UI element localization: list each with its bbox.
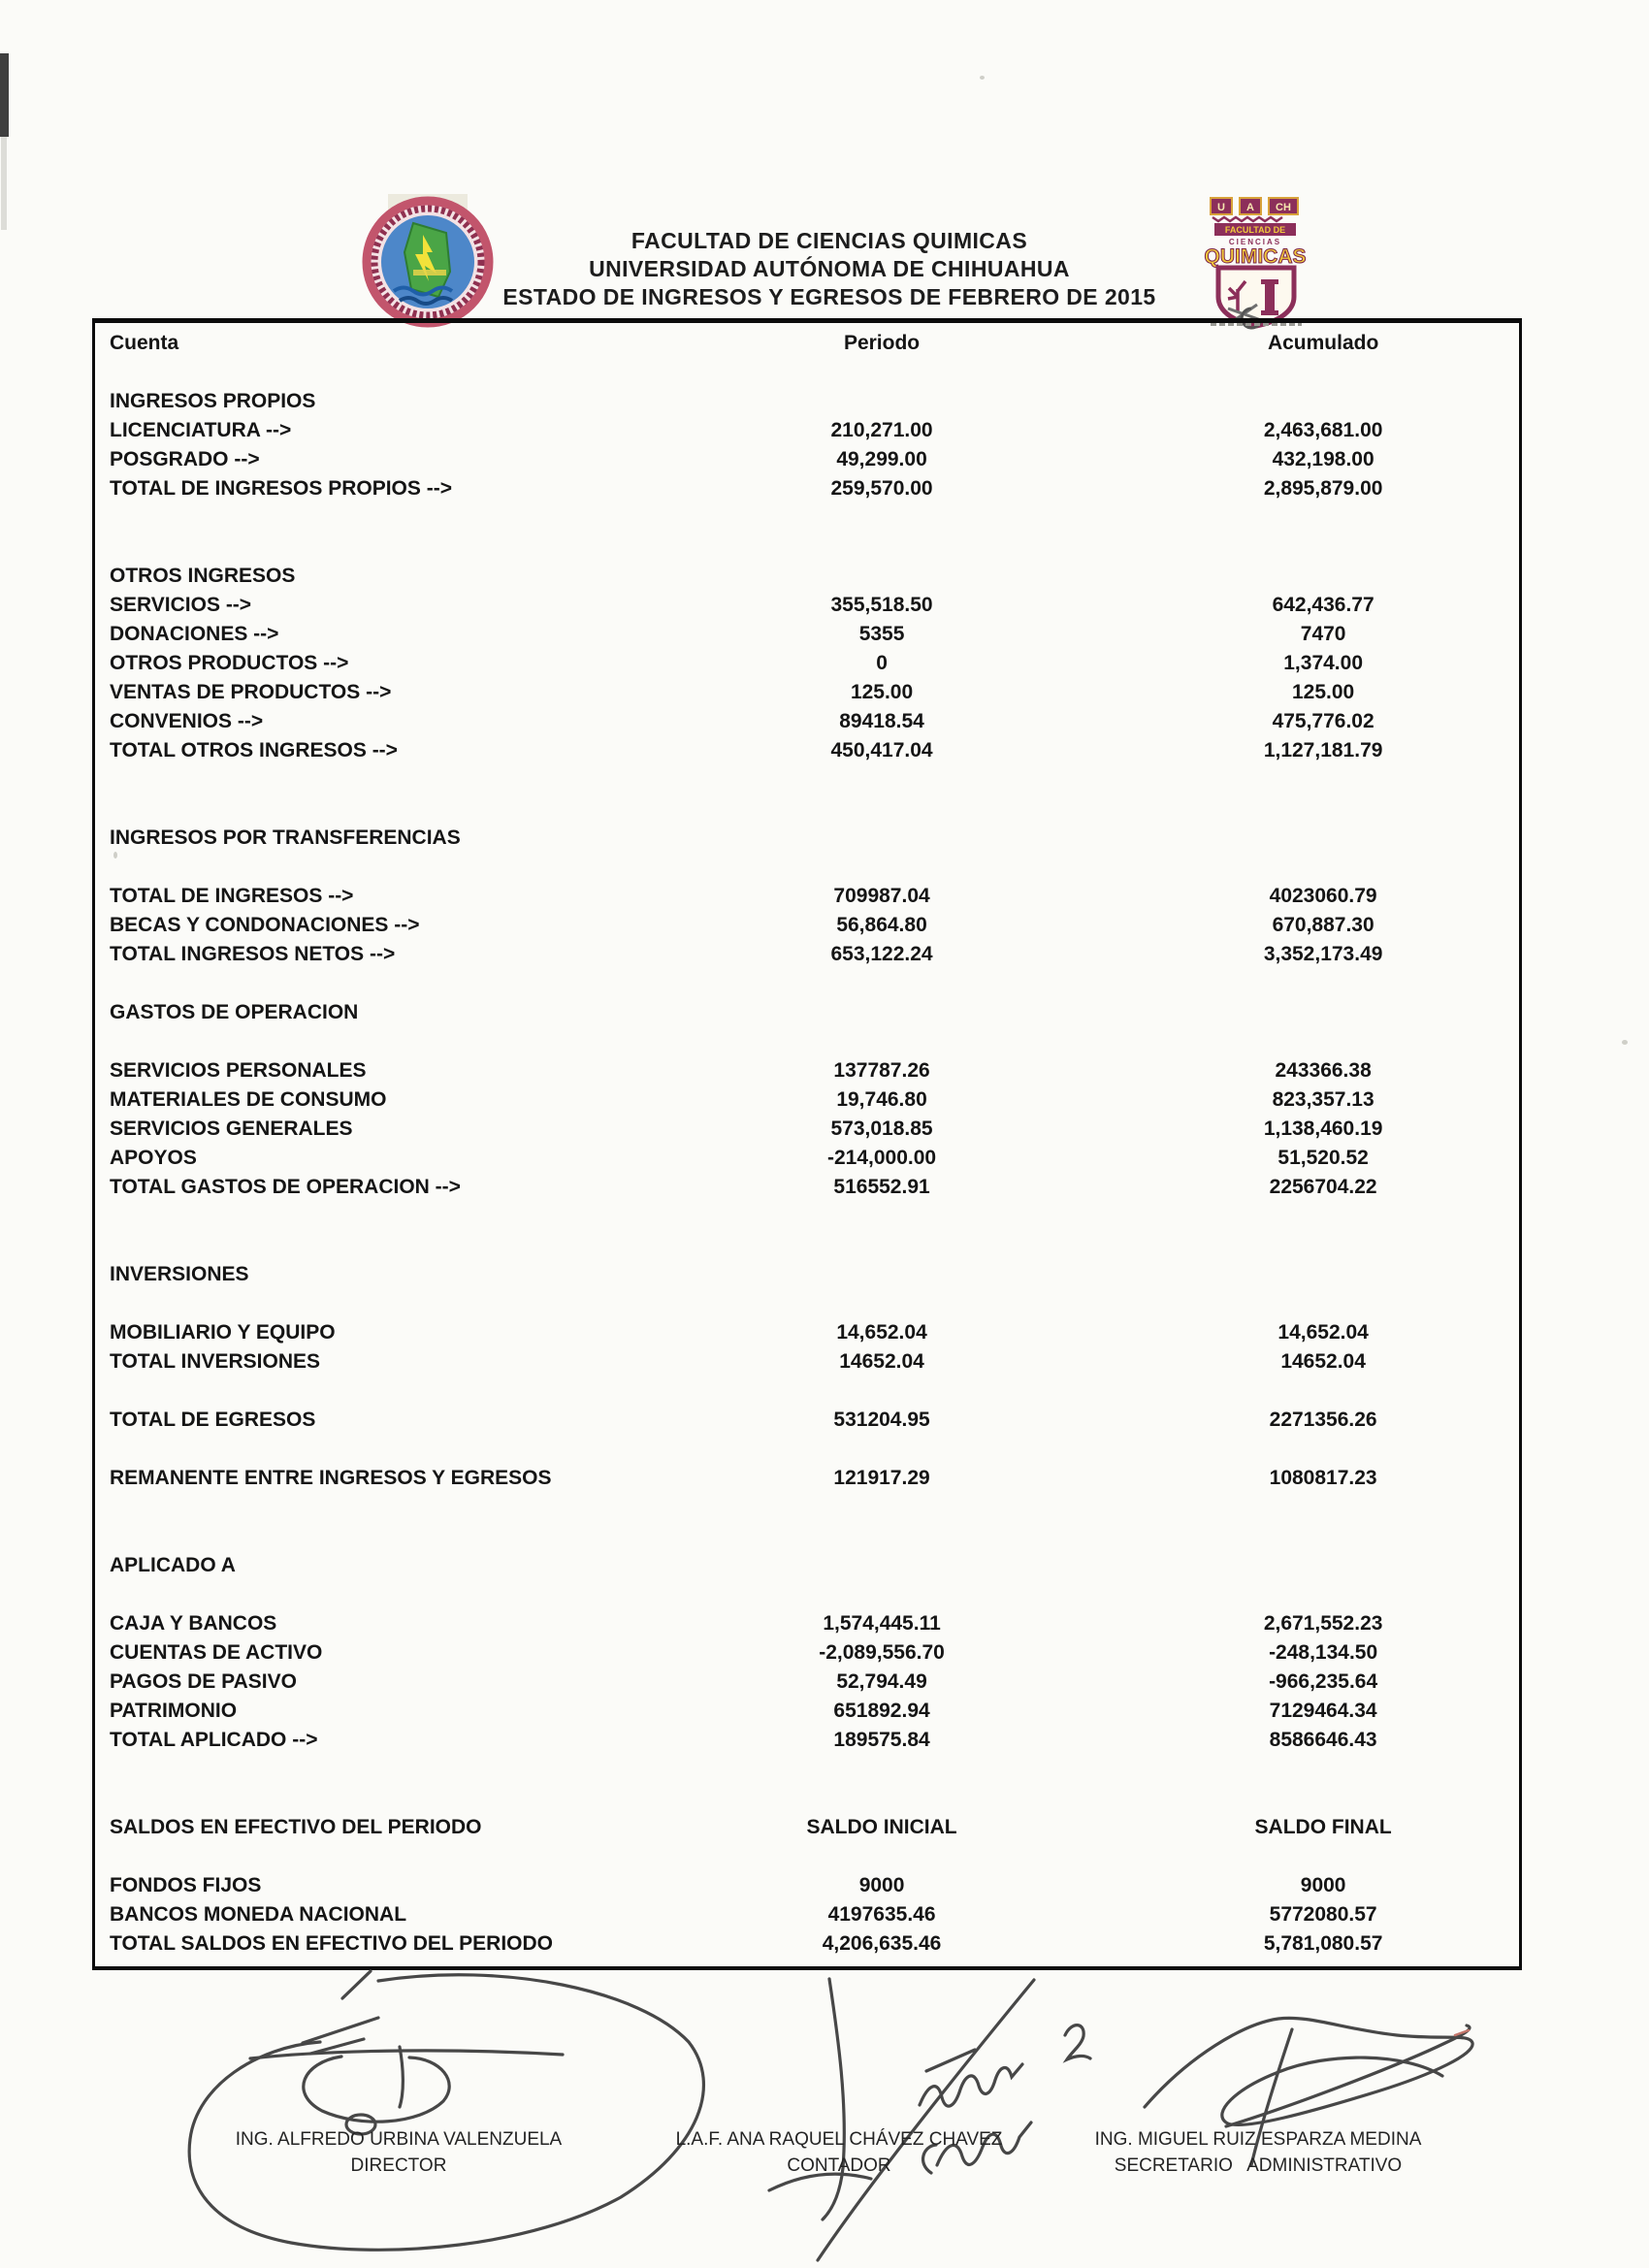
svg-text:U: U bbox=[1217, 202, 1225, 213]
red-ink-mark bbox=[1455, 2030, 1469, 2035]
acumulado-value: 2,671,552.23 bbox=[1263, 1612, 1383, 1635]
table-row bbox=[95, 474, 1519, 503]
table-blank-row bbox=[95, 1493, 1519, 1522]
acumulado-value: 7129464.34 bbox=[1269, 1700, 1377, 1722]
table-row bbox=[95, 1726, 1519, 1755]
table-row bbox=[95, 562, 1519, 591]
svg-text:FACULTAD DE: FACULTAD DE bbox=[1224, 225, 1286, 235]
table-row bbox=[95, 1115, 1519, 1144]
table-row bbox=[95, 387, 1519, 416]
row-label: SALDOS EN EFECTIVO DEL PERIODO bbox=[110, 1816, 482, 1838]
signature-block-secretario bbox=[1045, 2126, 1471, 2179]
row-label: BANCOS MONEDA NACIONAL bbox=[110, 1903, 407, 1926]
periodo-value: 0 bbox=[876, 652, 888, 674]
table-blank-row bbox=[95, 358, 1519, 387]
row-label: INGRESOS POR TRANSFERENCIAS bbox=[110, 826, 461, 849]
table-row bbox=[95, 911, 1519, 940]
signer-title: CONTADOR bbox=[787, 2155, 891, 2176]
table-blank-row bbox=[95, 1202, 1519, 1231]
row-label: APLICADO A bbox=[110, 1554, 236, 1576]
row-label: PAGOS DE PASIVO bbox=[110, 1670, 297, 1693]
periodo-value: 121917.29 bbox=[833, 1467, 930, 1489]
row-label: FONDOS FIJOS bbox=[110, 1874, 262, 1896]
table-blank-row bbox=[95, 794, 1519, 824]
acumulado-value: 1,138,460.19 bbox=[1263, 1118, 1383, 1140]
column-header-acumulado: Acumulado bbox=[1267, 332, 1379, 354]
table-blank-row bbox=[95, 765, 1519, 794]
periodo-value: 19,746.80 bbox=[836, 1088, 927, 1111]
acumulado-value: SALDO FINAL bbox=[1254, 1816, 1392, 1838]
row-label: TOTAL DE EGRESOS bbox=[110, 1409, 316, 1431]
periodo-value: 450,417.04 bbox=[830, 739, 933, 761]
table-blank-row bbox=[95, 1027, 1519, 1056]
table-row bbox=[95, 649, 1519, 678]
column-header-cuenta: Cuenta bbox=[110, 332, 179, 354]
table-blank-row bbox=[95, 1522, 1519, 1551]
acumulado-value: 2271356.26 bbox=[1269, 1409, 1377, 1431]
periodo-value: 259,570.00 bbox=[830, 477, 933, 500]
table-blank-row bbox=[95, 533, 1519, 562]
scan-artifact-strip bbox=[0, 53, 9, 137]
table-row bbox=[95, 1085, 1519, 1115]
row-label: LICENCIATURA --> bbox=[110, 419, 292, 441]
acumulado-value: 9000 bbox=[1300, 1874, 1346, 1896]
acumulado-value: 475,776.02 bbox=[1272, 710, 1374, 732]
acumulado-value: -248,134.50 bbox=[1269, 1641, 1378, 1664]
periodo-value: 1,574,445.11 bbox=[823, 1612, 941, 1635]
periodo-value: -214,000.00 bbox=[827, 1147, 937, 1169]
periodo-value: 189575.84 bbox=[833, 1729, 930, 1751]
periodo-value: 5355 bbox=[858, 623, 905, 645]
table-row bbox=[95, 1609, 1519, 1638]
table-row bbox=[95, 1464, 1519, 1493]
document-header bbox=[0, 227, 1649, 311]
periodo-value: 9000 bbox=[858, 1874, 905, 1896]
table-blank-row bbox=[95, 503, 1519, 533]
periodo-value: 56,864.80 bbox=[836, 914, 927, 936]
signer-title: DIRECTOR bbox=[350, 2155, 447, 2176]
table-row bbox=[95, 1551, 1519, 1580]
signer-name: L.A.F. ANA RAQUEL CHÁVEZ CHAVEZ bbox=[675, 2129, 1003, 2150]
table-row bbox=[95, 1871, 1519, 1900]
row-label: TOTAL SALDOS EN EFECTIVO DEL PERIODO bbox=[110, 1932, 553, 1955]
acumulado-value: 7470 bbox=[1300, 623, 1346, 645]
signer-name: ING. ALFREDO URBINA VALENZUELA bbox=[235, 2129, 563, 2150]
table-row bbox=[95, 1144, 1519, 1173]
periodo-value: 14,652.04 bbox=[836, 1321, 927, 1344]
table-row bbox=[95, 1668, 1519, 1697]
acumulado-value: 4023060.79 bbox=[1269, 885, 1377, 907]
periodo-value: 651892.94 bbox=[833, 1700, 930, 1722]
table-blank-row bbox=[95, 969, 1519, 998]
row-label: OTROS INGRESOS bbox=[110, 565, 296, 587]
acumulado-value: 14652.04 bbox=[1280, 1350, 1366, 1373]
table-blank-row bbox=[95, 1435, 1519, 1464]
table-blank-row bbox=[95, 853, 1519, 882]
director-signature bbox=[189, 1971, 703, 2250]
acumulado-value: 5772080.57 bbox=[1269, 1903, 1377, 1926]
table-row bbox=[95, 940, 1519, 969]
periodo-value: -2,089,556.70 bbox=[819, 1641, 945, 1664]
row-label: GASTOS DE OPERACION bbox=[110, 1001, 359, 1023]
table-row bbox=[95, 882, 1519, 911]
table-row bbox=[95, 678, 1519, 707]
row-label: MOBILIARIO Y EQUIPO bbox=[110, 1321, 336, 1344]
acumulado-value: 14,652.04 bbox=[1277, 1321, 1369, 1344]
row-label: MATERIALES DE CONSUMO bbox=[110, 1088, 387, 1111]
table-row bbox=[95, 445, 1519, 474]
row-label: TOTAL APLICADO --> bbox=[110, 1729, 318, 1751]
acumulado-value: 2256704.22 bbox=[1269, 1176, 1377, 1198]
periodo-value: 52,794.49 bbox=[836, 1670, 927, 1693]
acumulado-value: -966,235.64 bbox=[1269, 1670, 1378, 1693]
row-label: DONACIONES --> bbox=[110, 623, 279, 645]
periodo-value: 49,299.00 bbox=[836, 448, 927, 470]
acumulado-value: 432,198.00 bbox=[1272, 448, 1374, 470]
acumulado-value: 5,781,080.57 bbox=[1263, 1932, 1383, 1955]
signer-title: SECRETARIO ADMINISTRATIVO bbox=[1114, 2155, 1403, 2176]
periodo-value: 137787.26 bbox=[833, 1059, 930, 1082]
acumulado-value: 125.00 bbox=[1292, 681, 1355, 703]
table-blank-row bbox=[95, 1755, 1519, 1784]
table-row bbox=[95, 1638, 1519, 1668]
table-row bbox=[95, 1406, 1519, 1435]
table-row bbox=[95, 824, 1519, 853]
column-header-periodo: Periodo bbox=[843, 332, 921, 354]
periodo-value: 210,271.00 bbox=[830, 419, 933, 441]
row-label: TOTAL GASTOS DE OPERACION --> bbox=[110, 1176, 461, 1198]
header-statement-title: ESTADO DE INGRESOS Y EGRESOS DE FEBRERO DE 2015 bbox=[502, 284, 1156, 309]
row-label: TOTAL OTROS INGRESOS --> bbox=[110, 739, 398, 761]
table-row bbox=[95, 1173, 1519, 1202]
table-row bbox=[95, 707, 1519, 736]
periodo-value: 355,518.50 bbox=[830, 594, 933, 616]
acumulado-value: 1,374.00 bbox=[1283, 652, 1363, 674]
periodo-value: 573,018.85 bbox=[830, 1118, 933, 1140]
signer-name: ING. MIGUEL RUIZ ESPARZA MEDINA bbox=[1094, 2129, 1422, 2150]
financial-statement-table bbox=[92, 318, 1522, 1970]
header-university-title: UNIVERSIDAD AUTÓNOMA DE CHIHUAHUA bbox=[589, 256, 1070, 281]
row-label: REMANENTE ENTRE INGRESOS Y EGRESOS bbox=[110, 1467, 552, 1489]
row-label: CUENTAS DE ACTIVO bbox=[110, 1641, 323, 1664]
table-blank-row bbox=[95, 1784, 1519, 1813]
periodo-value: 709987.04 bbox=[833, 885, 930, 907]
table-blank-row bbox=[95, 1289, 1519, 1318]
periodo-value: 89418.54 bbox=[839, 710, 924, 732]
table-row bbox=[95, 1929, 1519, 1959]
table-row bbox=[95, 1260, 1519, 1289]
svg-text:CH: CH bbox=[1276, 202, 1291, 213]
signature-block-director bbox=[205, 2126, 593, 2179]
periodo-value: 4,206,635.46 bbox=[822, 1932, 942, 1955]
table-row bbox=[95, 1056, 1519, 1085]
svg-text:CIENCIAS: CIENCIAS bbox=[1228, 238, 1282, 246]
acumulado-value: 1080817.23 bbox=[1269, 1467, 1377, 1489]
periodo-value: 531204.95 bbox=[833, 1409, 930, 1431]
table-blank-row bbox=[95, 1580, 1519, 1609]
acumulado-value: 243366.38 bbox=[1275, 1059, 1372, 1082]
table-row bbox=[95, 1900, 1519, 1929]
periodo-value: 653,122.24 bbox=[830, 943, 933, 965]
row-label: CAJA Y BANCOS bbox=[110, 1612, 277, 1635]
periodo-value: 125.00 bbox=[850, 681, 914, 703]
row-label: VENTAS DE PRODUCTOS --> bbox=[110, 681, 392, 703]
table-row bbox=[95, 591, 1519, 620]
row-label: APOYOS bbox=[110, 1147, 197, 1169]
table-header-row bbox=[95, 329, 1519, 358]
row-label: OTROS PRODUCTOS --> bbox=[110, 652, 349, 674]
periodo-value: 4197635.46 bbox=[827, 1903, 936, 1926]
acumulado-value: 1,127,181.79 bbox=[1263, 739, 1383, 761]
table-row bbox=[95, 620, 1519, 649]
table-row bbox=[95, 736, 1519, 765]
row-label: TOTAL INVERSIONES bbox=[110, 1350, 321, 1373]
acumulado-value: 3,352,173.49 bbox=[1263, 943, 1383, 965]
row-label: SERVICIOS GENERALES bbox=[110, 1118, 353, 1140]
acumulado-value: 670,887.30 bbox=[1272, 914, 1374, 936]
periodo-value: SALDO INICIAL bbox=[806, 1816, 957, 1838]
table-row bbox=[95, 1813, 1519, 1842]
table-row bbox=[95, 416, 1519, 445]
row-label: TOTAL DE INGRESOS --> bbox=[110, 885, 354, 907]
row-label: TOTAL DE INGRESOS PROPIOS --> bbox=[110, 477, 452, 500]
acumulado-value: 2,463,681.00 bbox=[1263, 419, 1383, 441]
table-blank-row bbox=[95, 1842, 1519, 1871]
row-label: PATRIMONIO bbox=[110, 1700, 238, 1722]
row-label: BECAS Y CONDONACIONES --> bbox=[110, 914, 420, 936]
table-row bbox=[95, 1347, 1519, 1377]
row-label: INVERSIONES bbox=[110, 1263, 249, 1285]
table-row bbox=[95, 1697, 1519, 1726]
header-faculty-title: FACULTAD DE CIENCIAS QUIMICAS bbox=[630, 228, 1028, 253]
row-label: SERVICIOS PERSONALES bbox=[110, 1059, 367, 1082]
table-row bbox=[95, 1318, 1519, 1347]
svg-text:QUIMICAS: QUIMICAS bbox=[1204, 245, 1307, 268]
acumulado-value: 642,436.77 bbox=[1272, 594, 1374, 616]
scan-noise-dot bbox=[980, 76, 985, 80]
table-row bbox=[95, 998, 1519, 1027]
row-label: TOTAL INGRESOS NETOS --> bbox=[110, 943, 396, 965]
acumulado-value: 8586646.43 bbox=[1269, 1729, 1377, 1751]
signature-block-contador bbox=[645, 2126, 1033, 2179]
table-blank-row bbox=[95, 1231, 1519, 1260]
acumulado-value: 2,895,879.00 bbox=[1263, 477, 1383, 500]
contador-signature bbox=[769, 1979, 1090, 2260]
acumulado-value: 51,520.52 bbox=[1277, 1147, 1369, 1169]
scan-noise-dot bbox=[1622, 1040, 1628, 1045]
table-blank-row bbox=[95, 1377, 1519, 1406]
svg-text:A: A bbox=[1246, 202, 1254, 213]
periodo-value: 516552.91 bbox=[833, 1176, 930, 1198]
periodo-value: 14652.04 bbox=[839, 1350, 924, 1373]
row-label: CONVENIOS --> bbox=[110, 710, 264, 732]
row-label: SERVICIOS --> bbox=[110, 594, 252, 616]
row-label: INGRESOS PROPIOS bbox=[110, 390, 316, 412]
scan-artifact-strip-tail bbox=[1, 137, 7, 230]
row-label: POSGRADO --> bbox=[110, 448, 260, 470]
acumulado-value: 823,357.13 bbox=[1272, 1088, 1374, 1111]
